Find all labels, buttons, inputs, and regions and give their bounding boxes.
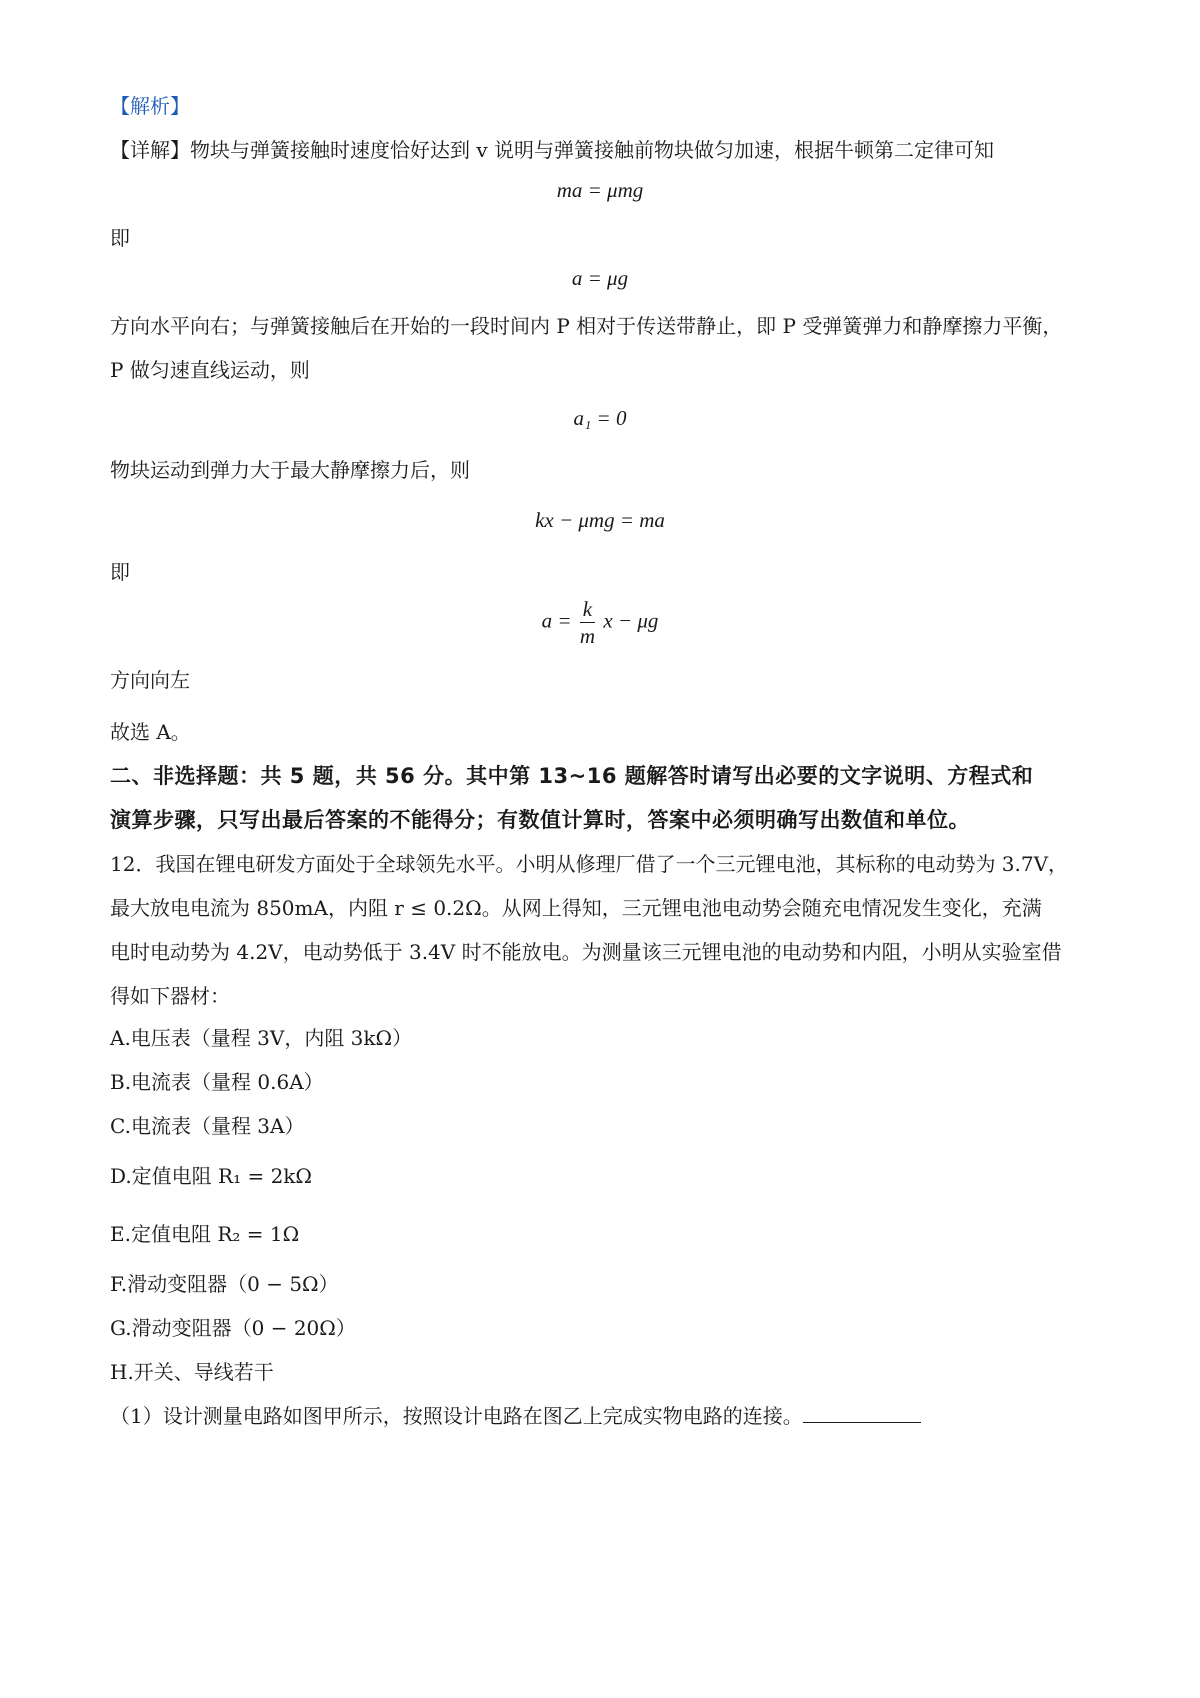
equation-2: a = μg: [571, 266, 629, 290]
direction-left-text: 方向向左: [110, 668, 190, 692]
equipment-item-g: G.滑动变阻器（0 − 20Ω）: [110, 1316, 356, 1340]
equipment-item-d: D.定值电阻 R₁ = 2kΩ: [110, 1164, 313, 1188]
equipment-item-c: C.电流表（量程 3A）: [110, 1114, 305, 1138]
ji-2: 即: [110, 560, 130, 584]
ji-1: 即: [110, 226, 130, 250]
q12-paragraph-3: 电时电动势为 4.2V，电动势低于 3.4V 时不能放电。为测量该三元锂电池的电动势和内阻，小明从实验室借: [110, 940, 1062, 964]
equation-3: a₁ = 0: [573, 406, 627, 430]
eq5-left: a =: [541, 608, 572, 633]
subquestion-1-text: （1）设计测量电路如图甲所示，按照设计电路在图乙上完成实物电路的连接。: [110, 1404, 803, 1428]
equipment-item-f: F.滑动变阻器（0 − 5Ω）: [110, 1272, 339, 1296]
equation-1: ma = μmg: [556, 178, 644, 202]
eq5-right: x − μg: [603, 608, 659, 633]
eq5-denominator: m: [579, 624, 596, 648]
direction-right-text: 方向水平向右；与弹簧接触后在开始的一段时间内 P 相对于传送带静止，即 P 受弹簧弹力和静摩擦力平衡，: [110, 314, 1063, 338]
answer-blank[interactable]: [803, 1402, 921, 1423]
equation-5: [0, 596, 1200, 649]
section-heading-line-1: 二、非选择题：共 5 题，共 56 分。其中第 13~16 题解答时请写出必要的文字说明、方程式和: [110, 764, 1034, 788]
q12-paragraph-2: 最大放电电流为 850mA，内阻 r ≤ 0.2Ω。从网上得知，三元锂电池电动势会随充电情况发生变化，充满: [110, 896, 1042, 920]
equation-4: kx − μmg = ma: [535, 508, 665, 532]
equipment-item-b: B.电流表（量程 0.6A）: [110, 1070, 324, 1094]
equipment-item-a: A.电压表（量程 3V，内阻 3kΩ）: [110, 1026, 413, 1050]
choose-answer: 故选 A。: [110, 720, 191, 744]
equipment-item-e: E.定值电阻 R₂ = 1Ω: [110, 1222, 300, 1246]
detail-text: 【详解】物块与弹簧接触时速度恰好达到 v 说明与弹簧接触前物块做匀加速，根据牛顿第二定律可知: [110, 138, 995, 162]
equipment-item-h: H.开关、导线若干: [110, 1360, 274, 1384]
elastic-force-text: 物块运动到弹力大于最大静摩擦力后，则: [110, 458, 470, 482]
q12-paragraph-4: 得如下器材：: [110, 984, 230, 1008]
subquestion-1: [110, 1402, 921, 1430]
eq5-numerator: k: [580, 596, 595, 623]
analysis-tag: 【解析】: [110, 94, 190, 118]
q12-paragraph-1: 12．我国在锂电研发方面处于全球领先水平。小明从修理厂借了一个三元锂电池，其标称的电动势为 3.7V，: [110, 852, 1069, 876]
eq5-fraction: [580, 596, 595, 649]
section-heading-line-2: 演算步骤，只写出最后答案的不能得分；有数值计算时，答案中必须明确写出数值和单位。: [110, 808, 970, 832]
uniform-motion-text: P 做匀速直线运动，则: [110, 358, 310, 382]
